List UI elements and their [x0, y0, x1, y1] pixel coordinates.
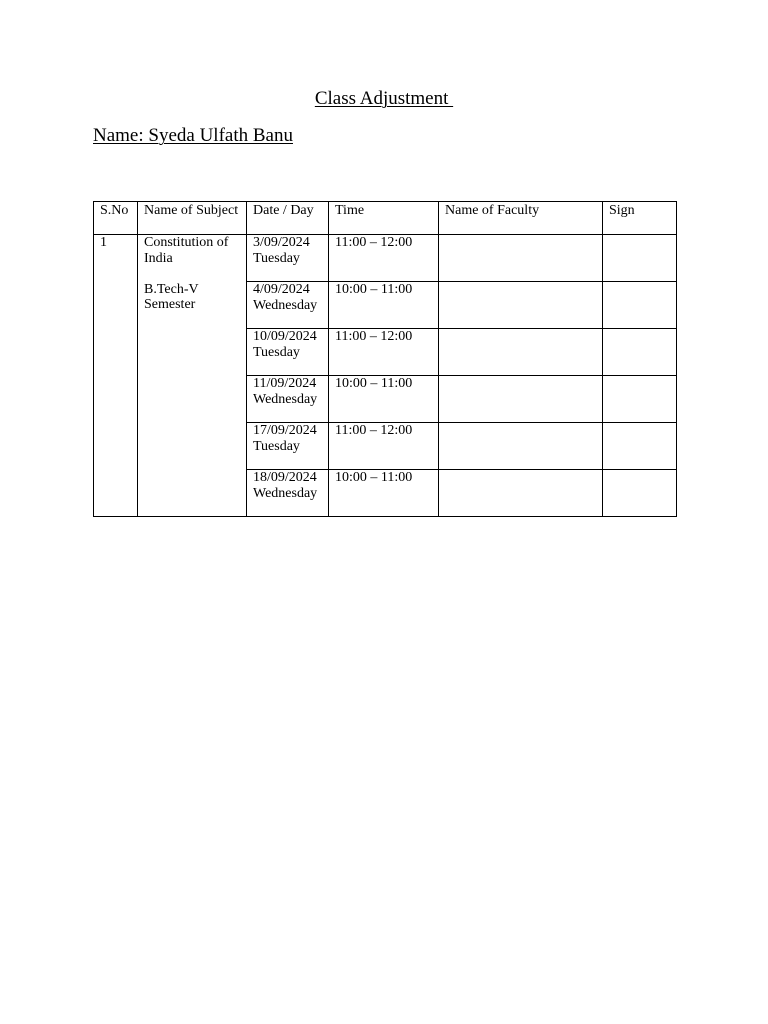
sign-cell — [603, 470, 677, 517]
date-value: 17/09/2024 — [253, 423, 317, 438]
date-value: 11/09/2024 — [253, 376, 317, 391]
faculty-name-cell — [439, 376, 603, 423]
sign-cell — [603, 282, 677, 329]
time-cell: 11:00 – 12:00 — [329, 235, 439, 282]
time-cell: 10:00 – 11:00 — [329, 376, 439, 423]
sign-cell — [603, 329, 677, 376]
table-header-row — [94, 202, 677, 235]
day-value: Tuesday — [253, 438, 300, 454]
subject-semester: B.Tech-V Semester — [144, 281, 199, 312]
date-day-cell — [247, 376, 329, 423]
time-cell: 11:00 – 12:00 — [329, 423, 439, 470]
day-value: Wednesday — [253, 391, 318, 407]
header-sno: S.No — [94, 202, 138, 235]
day-value: Wednesday — [253, 485, 318, 501]
date-day-cell — [247, 423, 329, 470]
faculty-name-line: Name: Syeda Ulfath Banu — [93, 125, 293, 146]
serial-number-cell: 1 — [94, 235, 138, 517]
class-adjustment-table — [93, 201, 677, 517]
faculty-name-cell — [439, 423, 603, 470]
header-time: Time — [329, 202, 439, 235]
document-title — [0, 88, 768, 110]
faculty-name-cell — [439, 329, 603, 376]
header-sign: Sign — [603, 202, 677, 235]
day-value: Tuesday — [253, 344, 300, 360]
header-faculty: Name of Faculty — [439, 202, 603, 235]
day-value: Tuesday — [253, 250, 300, 266]
time-cell: 11:00 – 12:00 — [329, 329, 439, 376]
table-row — [94, 235, 677, 282]
subject-name: Constitution of India — [144, 235, 229, 266]
sign-cell — [603, 423, 677, 470]
date-value: 18/09/2024 — [253, 470, 317, 485]
faculty-name-cell — [439, 282, 603, 329]
day-value: Wednesday — [253, 297, 318, 313]
date-day-cell — [247, 470, 329, 517]
sign-cell — [603, 376, 677, 423]
document-title-text: Class Adjustment — [314, 88, 454, 109]
time-cell: 10:00 – 11:00 — [329, 282, 439, 329]
faculty-name-cell — [439, 235, 603, 282]
sign-cell — [603, 235, 677, 282]
date-value: 4/09/2024 — [253, 282, 310, 297]
faculty-name-cell — [439, 470, 603, 517]
date-day-cell — [247, 282, 329, 329]
date-day-cell — [247, 235, 329, 282]
header-subject: Name of Subject — [138, 202, 247, 235]
subject-cell — [138, 235, 247, 517]
date-day-cell — [247, 329, 329, 376]
header-date-day: Date / Day — [247, 202, 329, 235]
date-value: 3/09/2024 — [253, 235, 310, 250]
date-value: 10/09/2024 — [253, 329, 317, 344]
time-cell: 10:00 – 11:00 — [329, 470, 439, 517]
